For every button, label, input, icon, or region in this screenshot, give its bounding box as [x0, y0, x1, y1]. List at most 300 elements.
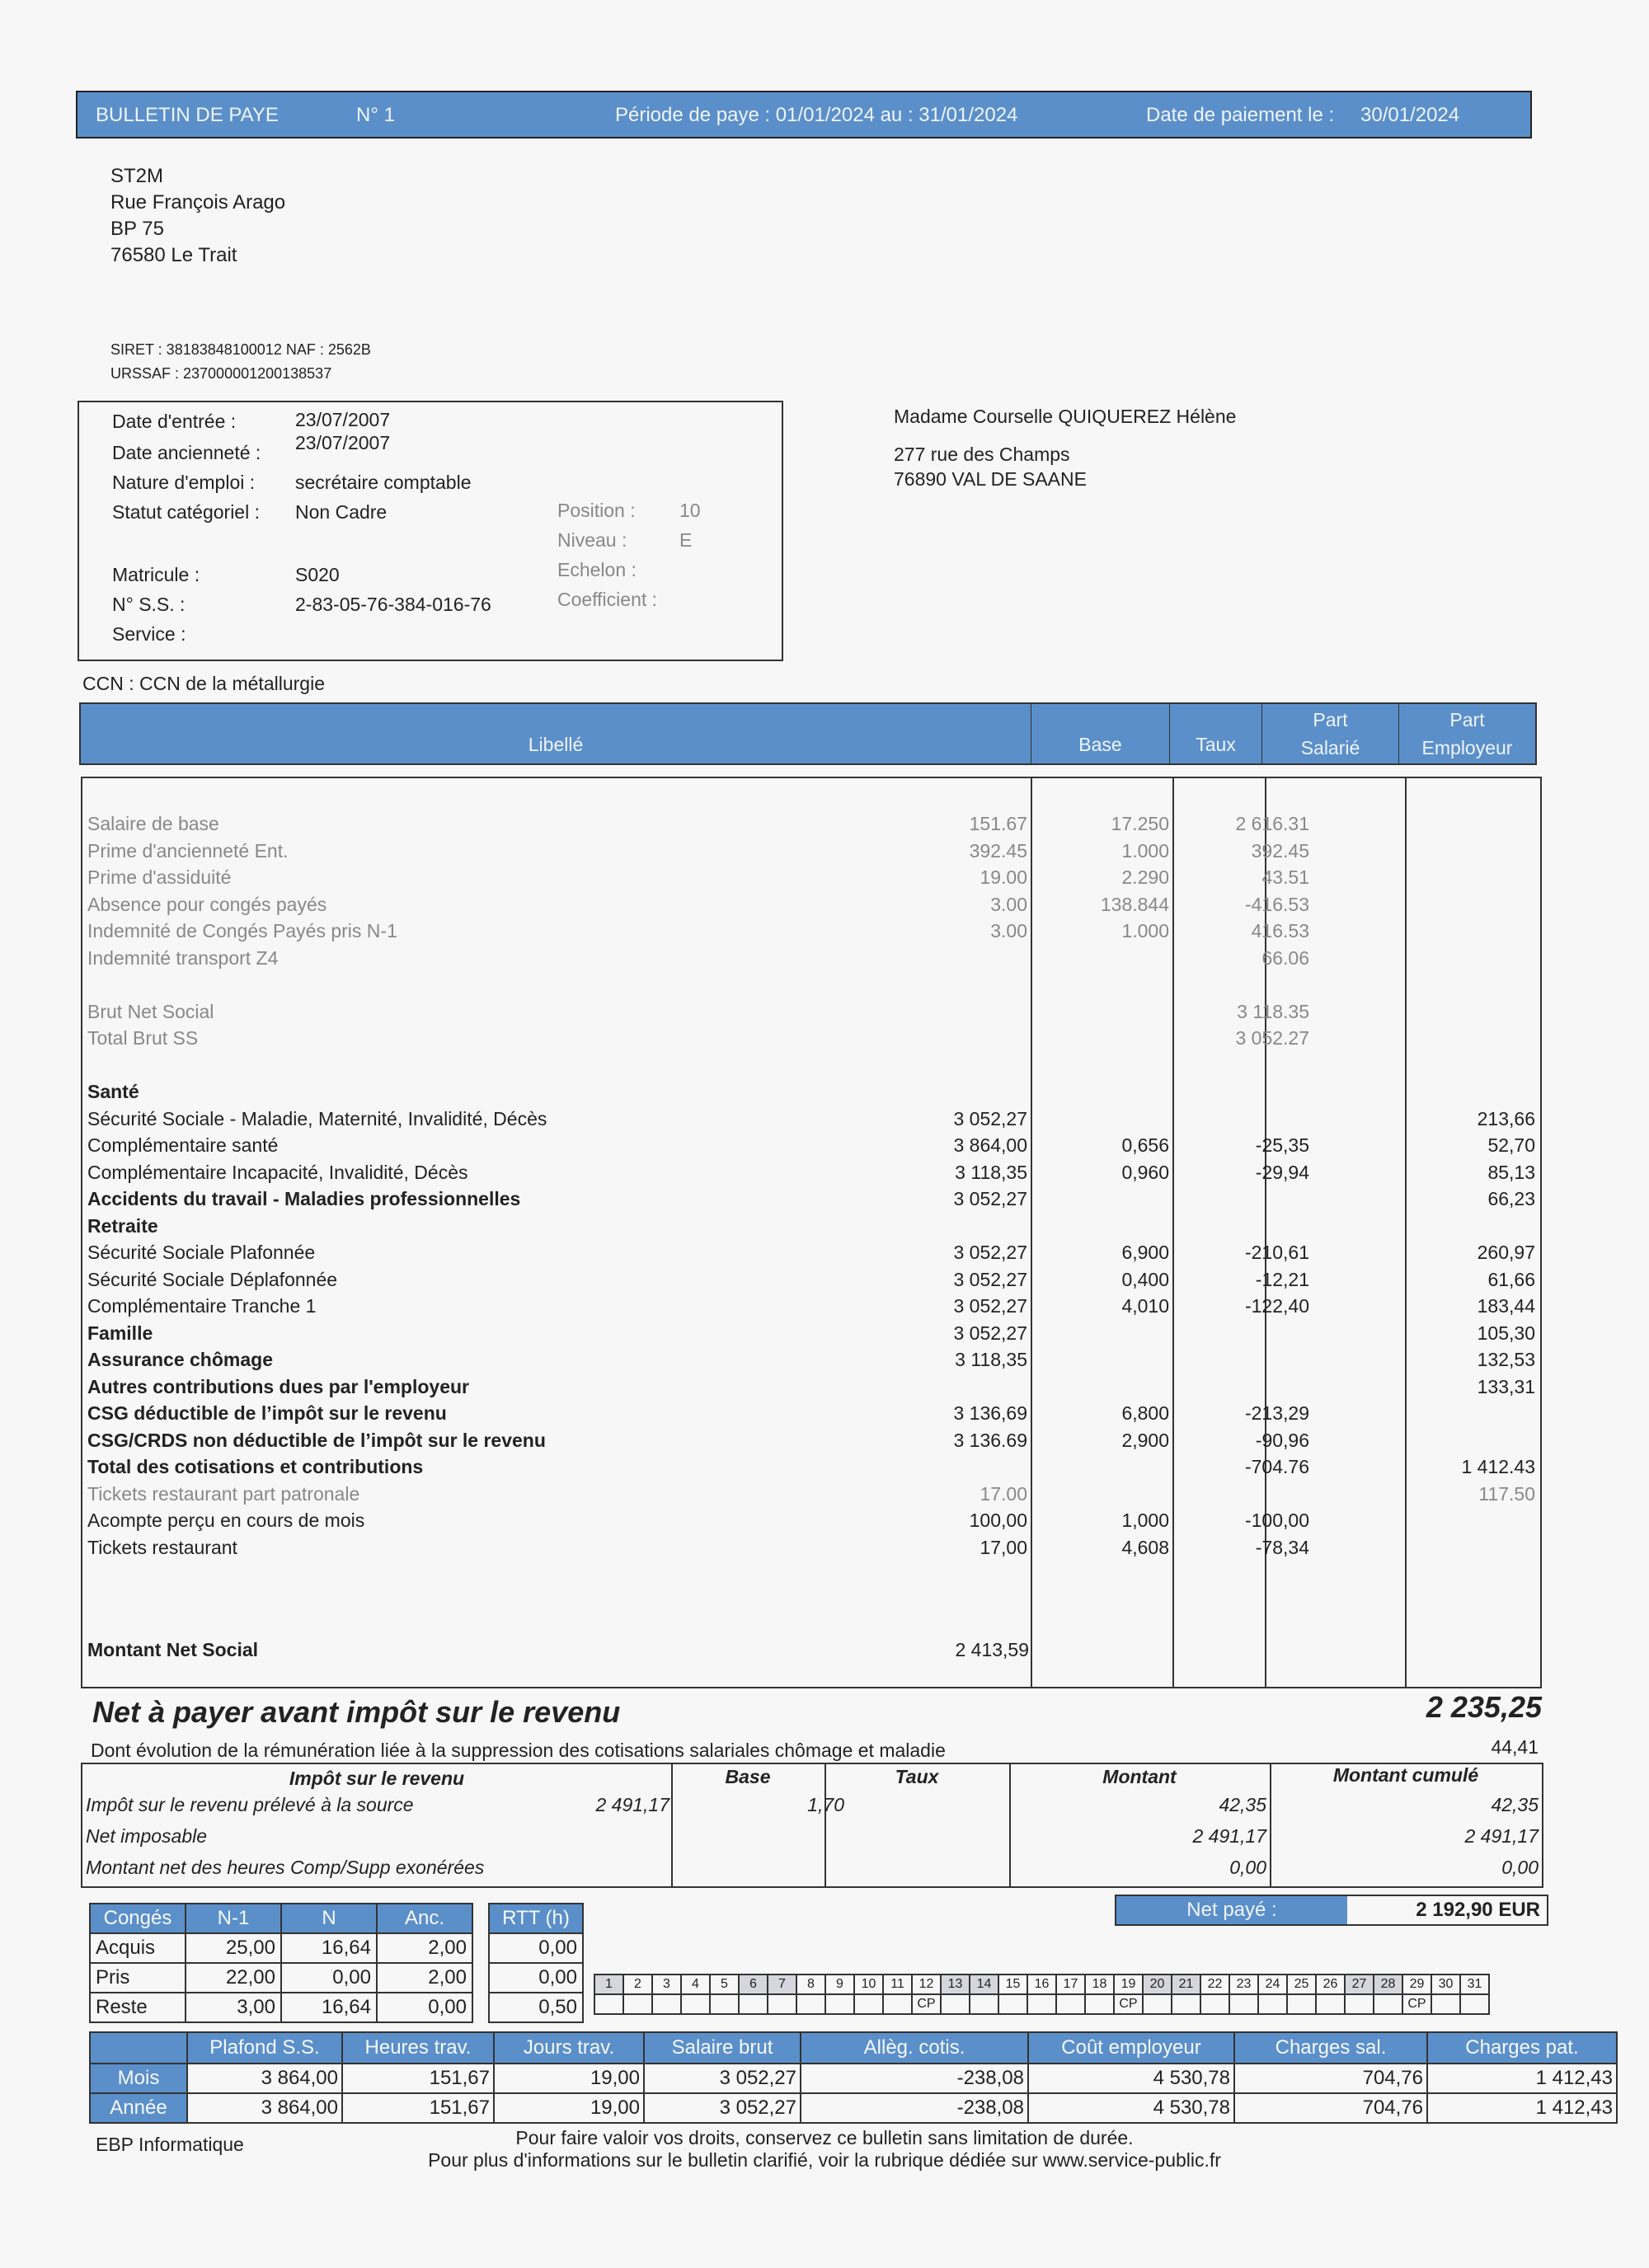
conges-header-n1: N-1	[186, 1904, 281, 1933]
ss-number: 2-83-05-76-384-016-76	[295, 594, 491, 615]
calendar-day: 25	[1287, 1975, 1316, 1994]
software-name: EBP Informatique	[96, 2134, 244, 2155]
row-label: Salaire de base	[87, 813, 219, 834]
row-base: 3 052,27	[953, 1107, 1027, 1129]
header-taux: Taux	[1169, 704, 1261, 763]
row-label: Retraite	[87, 1214, 158, 1237]
conges-row	[90, 1933, 472, 1963]
net-avant-impot-value: 2 235,25	[1426, 1690, 1542, 1724]
row-base: 3.00	[990, 893, 1027, 915]
recap-row	[90, 2093, 1617, 2123]
row-part-employeur: 85,13	[1487, 1161, 1535, 1183]
tax-row-label: Montant net des heures Comp/Supp exonérées	[86, 1857, 485, 1878]
row-part-salarie: -78,34	[1255, 1536, 1309, 1558]
conges-row	[90, 1963, 472, 1993]
row-base: 3 052,27	[953, 1242, 1027, 1263]
tax-row-base: 2 491,17	[595, 1794, 669, 1815]
payment-date-label: Date de paiement le :	[1146, 104, 1335, 126]
row-part-salarie: 3 052.27	[1235, 1027, 1309, 1049]
row-base: 19.00	[980, 866, 1027, 888]
row-label: Complémentaire Incapacité, Invalidité, Décès	[87, 1161, 468, 1183]
calendar-mark	[1200, 1994, 1229, 2014]
recap-header: Salaire brut	[644, 2032, 801, 2064]
calendar-day: 19	[1114, 1975, 1143, 1994]
calendar-mark	[1316, 1994, 1345, 2014]
table-row	[87, 840, 1537, 866]
calendar-mark	[1085, 1994, 1114, 2014]
table-row	[87, 1215, 1537, 1242]
date-anciennete: 23/07/2007	[295, 432, 391, 453]
conges-cell: 22,00	[186, 1963, 281, 1993]
employer-address	[110, 163, 285, 269]
calendar-mark	[1374, 1994, 1402, 2014]
conges-cell: 3,00	[186, 1993, 281, 2022]
service-label: Service :	[112, 623, 186, 645]
header-part-salarie	[1261, 704, 1398, 763]
net-paye-value: 2 192,90 EUR	[1416, 1899, 1540, 1921]
calendar-day: 5	[710, 1975, 739, 1994]
row-label: Autres contributions dues par l'employeur	[87, 1375, 469, 1397]
table-row	[87, 920, 1537, 946]
row-base: 3.00	[990, 920, 1027, 941]
calendar-mark	[1229, 1994, 1258, 2014]
table-row	[87, 866, 1537, 893]
payslip-number: N° 1	[356, 104, 395, 126]
row-base: 3 136.69	[953, 1429, 1027, 1451]
lines-table-body	[81, 777, 1542, 1688]
tax-header-montant: Montant	[1102, 1766, 1177, 1787]
conges-header-n: N	[281, 1904, 377, 1933]
row-label: Assurance chômage	[87, 1349, 273, 1370]
conges-header-anc: Anc.	[377, 1904, 472, 1933]
conges-cell: 0,00	[377, 1993, 472, 2022]
calendar-day: 15	[998, 1975, 1027, 1994]
row-label: Brut Net Social	[87, 1000, 214, 1022]
row-part-salarie: -100,00	[1244, 1510, 1309, 1531]
recap-cell: 1 412,43	[1427, 2093, 1617, 2123]
recap-row	[90, 2064, 1617, 2093]
row-part-salarie: -12,21	[1255, 1268, 1309, 1290]
row-part-employeur: 213,66	[1477, 1107, 1535, 1129]
row-taux: 138.844	[1100, 893, 1169, 915]
recap-row-label: Année	[90, 2093, 187, 2123]
row-part-salarie: 2 616.31	[1235, 813, 1309, 834]
calendar-day: 28	[1374, 1975, 1402, 1994]
row-base: 17,00	[980, 1536, 1027, 1558]
row-part-employeur: 66,23	[1487, 1188, 1535, 1209]
calendar-day: 22	[1200, 1975, 1229, 1994]
table-row	[87, 1376, 1537, 1402]
row-base: 17.00	[980, 1482, 1027, 1505]
recap-header	[90, 2032, 187, 2064]
calendar-day: 13	[941, 1975, 970, 1994]
row-part-employeur: 61,66	[1487, 1268, 1535, 1290]
echelon-label: Echelon :	[557, 559, 637, 580]
matricule-label: Matricule :	[112, 564, 200, 585]
row-part-employeur: 132,53	[1477, 1349, 1535, 1370]
payment-date: 30/01/2024	[1360, 104, 1460, 126]
conges-row-label: Acquis	[90, 1933, 186, 1963]
tax-header-title: Impôt sur le revenu	[289, 1768, 465, 1789]
legal-notes	[412, 2127, 1237, 2172]
net-social-value: 2 413,59	[955, 1639, 1029, 1660]
row-part-salarie: -213,29	[1244, 1402, 1309, 1424]
row-part-salarie: -25,35	[1255, 1134, 1309, 1156]
row-base: 3 118,35	[955, 1349, 1027, 1370]
row-part-salarie: -122,40	[1244, 1295, 1309, 1317]
header-part-salarie-line1: Part	[1313, 709, 1348, 730]
net-paye-box	[1115, 1895, 1548, 1926]
calendar-mark	[883, 1994, 912, 2014]
employee-name: Madame Courselle QUIQUEREZ Hélène	[894, 406, 1237, 427]
row-label: CSG déductible de l’impôt sur le revenu	[87, 1402, 447, 1424]
row-label: Total Brut SS	[87, 1027, 199, 1049]
row-part-employeur: 117.50	[1478, 1482, 1535, 1505]
row-label: Total des cotisations et contributions	[87, 1456, 424, 1477]
calendar-day: 21	[1172, 1975, 1200, 1994]
row-label: Acompte perçu en cours de mois	[87, 1510, 365, 1531]
tax-row-taux: 1,70	[807, 1794, 844, 1815]
row-label: Sécurité Sociale Plafonnée	[87, 1242, 316, 1263]
row-base: 151.67	[969, 813, 1027, 834]
pay-period: Période de paye : 01/01/2024 au : 31/01/2024	[615, 104, 1018, 126]
siret: SIRET : 38183848100012 NAF : 2562B	[110, 341, 371, 358]
recap-cell: -238,08	[801, 2064, 1028, 2093]
rtt-value: 0,00	[489, 1963, 583, 1993]
table-row	[87, 1322, 1537, 1349]
row-taux: 17.250	[1111, 813, 1169, 834]
row-part-salarie: -29,94	[1255, 1161, 1309, 1183]
calendar-mark: CP	[1114, 1994, 1143, 2014]
conges-row-label: Reste	[90, 1993, 186, 2022]
row-label: Sécurité Sociale - Maladie, Maternité, Invalidité, Décès	[87, 1107, 547, 1129]
table-row	[87, 1510, 1537, 1536]
calendar-day: 6	[739, 1975, 768, 1994]
calendar-mark: CP	[912, 1994, 941, 2014]
table-row	[87, 1430, 1537, 1456]
tax-header-taux: Taux	[895, 1766, 939, 1787]
calendar-day: 4	[681, 1975, 710, 1994]
row-taux: 1,000	[1121, 1510, 1169, 1531]
row-base: 3 052,27	[953, 1188, 1027, 1209]
calendar-mark	[1258, 1994, 1287, 2014]
table-row	[87, 1001, 1537, 1027]
row-part-salarie: 392.45	[1251, 839, 1309, 862]
row-label: Indemnité de Congés Payés pris N-1	[87, 920, 397, 941]
recap-cell: 3 052,27	[644, 2064, 801, 2093]
table-row	[87, 1295, 1537, 1322]
row-label: Complémentaire Tranche 1	[87, 1295, 317, 1317]
legal-note-1: Pour faire valoir vos droits, conservez ce bulletin sans limitation de durée.	[515, 2127, 1134, 2148]
conges-cell: 16,64	[281, 1933, 377, 1963]
calendar-day: 31	[1460, 1975, 1489, 1994]
row-taux: 0,960	[1121, 1161, 1169, 1183]
tax-row-label: Net imposable	[86, 1825, 208, 1847]
row-label: Indemnité transport Z4	[87, 946, 279, 969]
employee-address	[894, 404, 1236, 491]
date-anciennete-label: Date ancienneté :	[112, 442, 261, 463]
conges-cell: 2,00	[377, 1933, 472, 1963]
calendar-mark	[1143, 1994, 1172, 2014]
recap-cell: 704,76	[1234, 2064, 1427, 2093]
tax-row-montant: 42,35	[1219, 1794, 1266, 1815]
conges-cell: 25,00	[186, 1933, 281, 1963]
net-paye-label: Net payé :	[1116, 1896, 1347, 1924]
calendar-mark	[1287, 1994, 1316, 2014]
date-entree: 23/07/2007	[295, 409, 391, 430]
calendar-day: 17	[1056, 1975, 1085, 1994]
net-social-label: Montant Net Social	[87, 1639, 259, 1660]
conges-row-label: Pris	[90, 1963, 186, 1993]
tax-header-base: Base	[725, 1766, 771, 1787]
tax-header-cumul: Montant cumulé	[1332, 1764, 1479, 1786]
row-part-salarie: 3 118.35	[1237, 1000, 1309, 1022]
employee-street: 277 rue des Champs	[894, 444, 1070, 465]
recap-cell: 3 052,27	[644, 2093, 801, 2123]
calendar-day: 14	[970, 1975, 998, 1994]
table-row	[87, 1483, 1537, 1510]
row-taux: 0,656	[1121, 1134, 1169, 1156]
row-base: 3 118,35	[955, 1161, 1027, 1183]
recap-cell: 704,76	[1234, 2093, 1427, 2123]
table-row	[87, 1108, 1537, 1134]
row-base: 3 864,00	[953, 1134, 1027, 1156]
rtt-value: 0,50	[489, 1993, 583, 2022]
row-taux: 4,010	[1121, 1295, 1169, 1317]
row-taux: 2,900	[1121, 1429, 1169, 1451]
row-label: Complémentaire santé	[87, 1134, 279, 1156]
table-row	[87, 974, 1537, 1000]
calendar-day: 24	[1258, 1975, 1287, 1994]
calendar-mark	[796, 1994, 825, 2014]
table-row	[87, 1537, 1537, 1563]
table-row	[87, 813, 1537, 839]
tax-row-montant: 0,00	[1229, 1857, 1266, 1878]
row-base: 3 052,27	[953, 1268, 1027, 1290]
nature-label: Nature d'emploi :	[112, 472, 256, 493]
row-taux: 6,800	[1121, 1402, 1169, 1424]
row-part-salarie: -704.76	[1244, 1456, 1309, 1477]
row-taux: 1.000	[1121, 839, 1169, 862]
table-row	[87, 1269, 1537, 1295]
dont-evolution-label: Dont évolution de la rémunération liée à la suppression des cotisations salariales chômage et maladie	[91, 1740, 946, 1761]
table-row	[87, 1349, 1537, 1375]
tax-row-cumul: 2 491,17	[1464, 1825, 1539, 1847]
calendar-mark	[825, 1994, 854, 2014]
row-part-employeur: 1 412.43	[1461, 1456, 1535, 1477]
row-part-salarie: -90,96	[1255, 1429, 1309, 1451]
table-row	[87, 1054, 1537, 1081]
recap-header: Plafond S.S.	[187, 2032, 342, 2064]
matricule: S020	[295, 564, 340, 585]
calendar-day: 30	[1431, 1975, 1460, 1994]
recap-cell: 19,00	[494, 2093, 644, 2123]
calendar-day: 10	[854, 1975, 883, 1994]
header-libelle: Libellé	[528, 734, 584, 755]
calendar-mark	[594, 1994, 623, 2014]
recap-header: Charges pat.	[1427, 2032, 1617, 2064]
calendar-day: 2	[623, 1975, 652, 1994]
table-row	[87, 1188, 1537, 1214]
table-row	[87, 1242, 1537, 1268]
statut-label: Statut catégoriel :	[112, 501, 260, 523]
income-tax-table	[81, 1763, 1543, 1888]
niveau: E	[679, 529, 693, 551]
calendar-mark	[768, 1994, 796, 2014]
recap-header: Coût employeur	[1028, 2032, 1234, 2064]
calendar-day: 29	[1402, 1975, 1431, 1994]
calendar-day: 7	[768, 1975, 796, 1994]
dont-evolution-value: 44,41	[1491, 1736, 1539, 1758]
row-part-salarie: 416.53	[1251, 920, 1309, 941]
row-label: Prime d'assiduité	[87, 866, 232, 888]
row-part-salarie: -416.53	[1244, 893, 1309, 915]
table-row	[87, 894, 1537, 920]
recap-cell: 1 412,43	[1427, 2064, 1617, 2093]
table-row	[87, 1134, 1537, 1161]
row-label: CSG/CRDS non déductible de l’impôt sur le revenu	[87, 1429, 546, 1451]
header-part-employeur-line2: Employeur	[1421, 737, 1513, 758]
tax-row-label: Impôt sur le revenu prélevé à la source	[86, 1794, 414, 1815]
recap-cell: 3 864,00	[187, 2064, 342, 2093]
calendar-mark	[681, 1994, 710, 2014]
recap-row-label: Mois	[90, 2064, 187, 2093]
calendar-mark	[854, 1994, 883, 2014]
row-label: Tickets restaurant	[87, 1536, 237, 1558]
table-row	[87, 1162, 1537, 1188]
tax-row-cumul: 0,00	[1501, 1857, 1539, 1878]
rtt-header: RTT (h)	[489, 1904, 583, 1933]
recap-header: Charges sal.	[1234, 2032, 1427, 2064]
row-part-employeur: 52,70	[1487, 1134, 1535, 1156]
calendar-mark	[623, 1994, 652, 2014]
header-part-employeur-line1: Part	[1449, 709, 1485, 730]
row-part-salarie: 43.51	[1261, 866, 1309, 888]
row-taux: 0,400	[1121, 1268, 1169, 1290]
row-label: Accidents du travail - Maladies professionnelles	[87, 1188, 521, 1209]
net-avant-impot-label: Net à payer avant impôt sur le revenu	[92, 1695, 621, 1729]
row-base: 392.45	[969, 839, 1027, 862]
calendar-mark	[1172, 1994, 1200, 2014]
calendar-day: 8	[796, 1975, 825, 1994]
employee-city: 76890 VAL DE SAANE	[894, 468, 1087, 490]
calendar-mark	[1056, 1994, 1085, 2014]
employer-street: Rue François Arago	[110, 191, 286, 214]
row-label: Absence pour congés payés	[87, 893, 327, 915]
employer-name: ST2M	[110, 165, 164, 187]
row-taux: 1.000	[1121, 920, 1169, 941]
recap-cell: 3 864,00	[187, 2093, 342, 2123]
recap-header: Allèg. cotis.	[801, 2032, 1028, 2064]
calendar-day: 23	[1229, 1975, 1258, 1994]
table-row	[87, 1027, 1537, 1054]
position-label: Position :	[557, 500, 636, 521]
payslip-title: BULLETIN DE PAYE	[96, 104, 279, 126]
recap-header: Heures trav.	[342, 2032, 494, 2064]
recap-cell: 19,00	[494, 2064, 644, 2093]
calendar-day: 11	[883, 1975, 912, 1994]
legal-note-2: Pour plus d'informations sur le bulletin clarifié, voir la rubrique dédiée sur www.service-public.fr	[428, 2149, 1221, 2171]
calendar-day: 9	[825, 1975, 854, 1994]
row-taux: 2.290	[1121, 866, 1169, 888]
table-row	[87, 1081, 1537, 1107]
calendar-day: 16	[1027, 1975, 1056, 1994]
header-base: Base	[1031, 704, 1169, 763]
calendar-mark	[1460, 1994, 1489, 2014]
calendar-day: 18	[1085, 1975, 1114, 1994]
tax-row-montant: 2 491,17	[1192, 1825, 1266, 1847]
net-social-row	[87, 1639, 1537, 1665]
conges-header: Congés	[90, 1904, 186, 1933]
calendar-mark	[1431, 1994, 1460, 2014]
row-part-employeur: 260,97	[1477, 1242, 1535, 1263]
urssaf: URSSAF : 237000001200138537	[110, 365, 332, 382]
statut: Non Cadre	[295, 501, 388, 523]
recap-cell: -238,08	[801, 2093, 1028, 2123]
rtt-table	[488, 1903, 584, 2023]
calendar-mark	[998, 1994, 1027, 2014]
recap-cell: 4 530,78	[1028, 2064, 1234, 2093]
calendar-day: 12	[912, 1975, 941, 1994]
row-label: Tickets restaurant part patronale	[87, 1482, 360, 1505]
nature: secrétaire comptable	[295, 472, 472, 493]
calendar-day: 27	[1345, 1975, 1374, 1994]
row-base: 3 052,27	[953, 1322, 1027, 1344]
header-part-salarie-line2: Salarié	[1300, 737, 1360, 758]
recap-cell: 151,67	[342, 2064, 494, 2093]
lines-table-header	[79, 702, 1537, 765]
calendar-mark	[1345, 1994, 1374, 2014]
conges-table	[89, 1903, 473, 2023]
payslip-header	[76, 91, 1532, 139]
calendar-mark: CP	[1402, 1994, 1431, 2014]
position: 10	[679, 500, 701, 521]
row-part-salarie: 66.06	[1261, 946, 1309, 969]
row-part-employeur: 105,30	[1477, 1322, 1535, 1344]
row-base: 3 136,69	[953, 1402, 1027, 1424]
conges-cell: 2,00	[377, 1963, 472, 1993]
row-part-salarie: -210,61	[1244, 1242, 1309, 1263]
recap-header: Jours trav.	[494, 2032, 644, 2064]
ccn: CCN : CCN de la métallurgie	[82, 673, 325, 694]
calendar-mark	[652, 1994, 681, 2014]
niveau-label: Niveau :	[557, 529, 627, 551]
row-base: 100,00	[969, 1510, 1027, 1531]
calendar-mark	[710, 1994, 739, 2014]
date-entree-label: Date d'entrée :	[112, 411, 237, 432]
row-taux: 6,900	[1121, 1242, 1169, 1263]
recap-table	[89, 2031, 1618, 2124]
employer-identifiers	[110, 338, 371, 386]
table-row	[87, 1456, 1537, 1482]
recap-cell: 4 530,78	[1028, 2093, 1234, 2123]
calendar-day: 26	[1316, 1975, 1345, 1994]
table-row	[87, 1402, 1537, 1429]
employer-city: 76580 Le Trait	[110, 244, 237, 266]
recap-cell: 151,67	[342, 2093, 494, 2123]
row-label: Sécurité Sociale Déplafonnée	[87, 1268, 338, 1290]
calendar-mark	[970, 1994, 998, 2014]
row-part-employeur: 133,31	[1477, 1375, 1535, 1397]
header-part-employeur	[1398, 704, 1535, 763]
row-label: Famille	[87, 1322, 153, 1344]
employee-info-box	[78, 401, 783, 661]
row-base: 3 052,27	[953, 1295, 1027, 1317]
conges-row	[90, 1993, 472, 2022]
attendance-calendar	[594, 1974, 1490, 2015]
employer-bp: BP 75	[110, 218, 164, 240]
calendar-mark	[739, 1994, 768, 2014]
